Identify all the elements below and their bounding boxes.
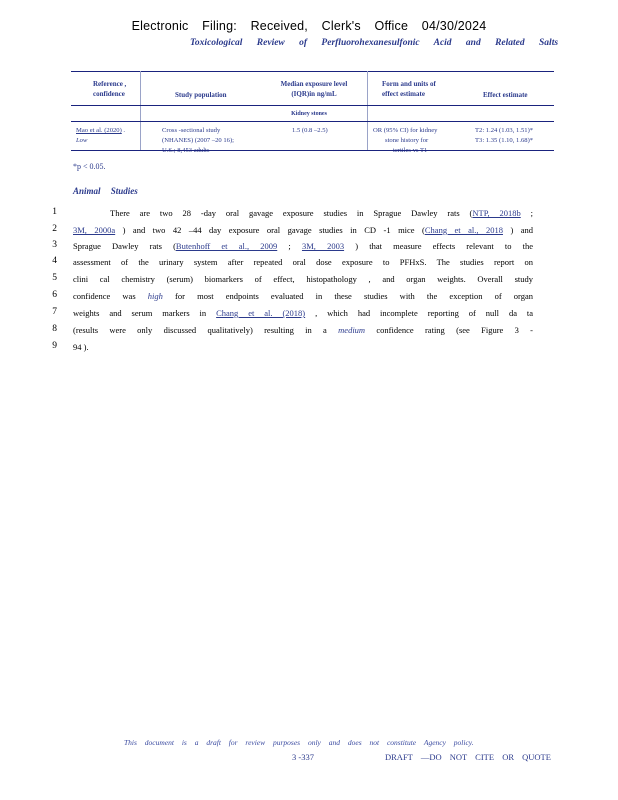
col-header-median: Median exposure level (IQR)in ng/mL <box>280 80 348 98</box>
line-number: 5 <box>52 273 57 283</box>
citation-link[interactable]: Chang et al., 2018 <box>424 225 503 235</box>
section-heading: Animal Studies <box>73 186 138 196</box>
citation-link[interactable]: Mao et al. (2020) <box>76 127 122 134</box>
body-line-7: weights and serum markers in Chang et al. (2018) , which had incomplete reporting of null da ta <box>73 308 534 318</box>
table-subheader: Kidney stones <box>291 111 327 117</box>
citation-link[interactable]: NTP, 2018b <box>472 208 521 218</box>
line-number: 3 <box>52 240 57 250</box>
col-header-reference: Reference , confidence <box>93 80 127 98</box>
draft-notice: DRAFT —DO NOT CITE OR QUOTE <box>385 752 551 762</box>
body-line-5: clini cal chemistry (serum) biomarkers of effect, histopathology , and organ weights. Overall study <box>73 274 533 284</box>
body-line-2: 3M, 2000a ) and two 42 –44 day exposure oral gavage studies in CD -1 mice (Chang et al., 2018 ) and <box>73 225 533 235</box>
col-header-population: Study population <box>175 91 227 99</box>
line-number: 6 <box>52 290 57 300</box>
subheader-rule <box>71 121 554 122</box>
citation-link[interactable]: 3M, 2000a <box>73 225 116 235</box>
body-line-9: 94 ). <box>73 342 89 352</box>
body-line-4: assessment of the urinary system after repeated oral dose exposure to PFHxS. The studies report on <box>73 257 533 267</box>
page-number: 3 -337 <box>292 752 314 762</box>
header-rule <box>71 105 554 106</box>
line-number: 2 <box>52 224 57 234</box>
col-header-effect: Effect estimate <box>483 91 528 99</box>
confidence-label: Low <box>76 137 88 144</box>
table-top-rule <box>71 71 554 72</box>
table-row-population: Cross -sectional study (NHANES) (2007 –20 16); U.S.; 8,453 adults <box>162 127 234 154</box>
table-row-reference: Mao et al. (2020) . Low <box>76 127 126 144</box>
table-bottom-rule <box>71 150 554 151</box>
col-header-form: Form and units of effect estimate <box>382 80 436 98</box>
table-footnote: *p < 0.05. <box>73 162 106 171</box>
citation-link[interactable]: 3M, 2003 <box>301 241 345 251</box>
table-row-effect: T2: 1.24 (1.03, 1.51)* T3: 1.35 (1.10, 1.68)* <box>475 127 534 144</box>
line-number: 7 <box>52 307 57 317</box>
filing-stamp: Electronic Filing: Received, Clerk's Office 04/30/2024 <box>131 19 487 33</box>
table-row-form: OR (95% CI) for kidney stone history for tertiles vs T1 <box>373 127 438 154</box>
body-line-1: There are two 28 -day oral gavage exposure studies in Sprague Dawley rats (NTP, 2018b ; <box>110 208 533 218</box>
line-number: 1 <box>52 207 57 217</box>
line-number: 9 <box>52 341 57 351</box>
line-number: 8 <box>52 324 57 334</box>
body-line-6: confidence was high for most endpoints evaluated in these studies with the exception of organ <box>73 291 534 301</box>
body-line-8: (results were only discussed qualitatively) resulting in a medium confidence rating (see Figure 3 - <box>73 325 533 335</box>
document-title: Toxicological Review of Perfluorohexanesulfonic Acid and Related Salts <box>190 38 559 48</box>
body-line-3: Sprague Dawley rats (Butenhoff et al., 2009 ; 3M, 2003 ) that measure effects relevant to the <box>73 241 534 251</box>
table-row-median: 1.5 (0.8 –2.5) <box>292 127 328 134</box>
citation-link[interactable]: Chang et al. (2018) <box>216 308 306 318</box>
draft-disclaimer: This document is a draft for review purposes only and does not constitute Agency policy. <box>124 738 474 747</box>
citation-link[interactable]: Butenhoff et al., 2009 <box>175 241 278 251</box>
line-number: 4 <box>52 256 57 266</box>
